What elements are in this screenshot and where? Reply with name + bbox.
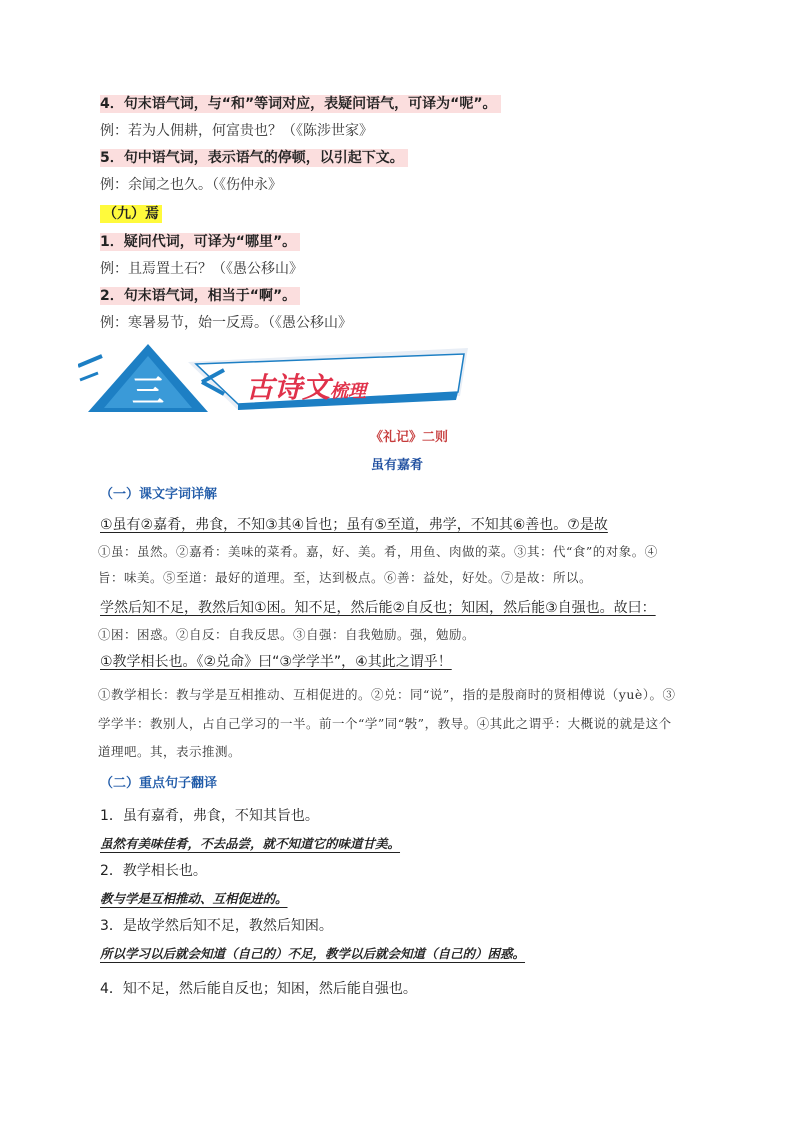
banner-number: 三 [132,372,165,410]
yan-example-1: 例：且焉置土石？（《愚公移山》 [100,261,303,277]
example-5: 例：余闻之也久。（《伤仲永》 [100,177,282,193]
translation-answer-2: 教与学是互相推动、互相促进的。 [100,891,288,906]
item-4-heading: 4．句末语气词，与“和”等词对应，表疑问语气，可译为“呢”。 [100,94,501,114]
item-5-heading: 5．句中语气词，表示语气的停顿，以引起下文。 [100,148,408,168]
note-1b: 旨：味美。⑤至道：最好的道理。至，达到极点。⑥善：益处，好处。⑦是故：所以。 [98,570,593,585]
banner-title: 古诗文 [246,371,331,404]
article-subtitle: 虽有嘉肴 [370,458,423,473]
note-1a: ①虽：虽然。②嘉肴：美味的菜肴。嘉，好、美。肴，用鱼、肉做的菜。③其：代“食”的对象。④ [98,544,658,559]
part1-heading: （一）课文字词详解 [100,487,218,502]
text-line-2: 学然后知不足，教然后知①困。知不足，然后能②自反也；知困，然后能③自强也。故曰： [100,600,656,616]
translation-answer-3: 所以学习以后就会知道（自己的）不足，教学以后就会知道（自己的）困惑。 [100,946,526,961]
part2-heading: （二）重点句子翻译 [100,776,218,791]
note-3a: ①教学相长：教与学是互相推动、互相促进的。②兑：同“说”，指的是殷商时的贤相傅说（yuè）。③ [98,687,676,702]
text-line-1: ①虽有②嘉肴，弗食，不知③其④旨也；虽有⑤至道，弗学，不知其⑥善也。⑦是故 [100,517,608,533]
section-9-label: （九）焉 [100,204,162,224]
banner-title-small: 梳理 [330,381,367,402]
translation-question-1: 1．虽有嘉肴，弗食，不知其旨也。 [100,808,319,824]
yan-example-2: 例：寒暑易节，始一反焉。（《愚公移山》 [100,315,352,331]
note-3b: 学学半：教别人，占自己学习的一半。前一个“学”同“斅”，教导。④其此之谓乎：大概说的就是这个 [98,716,672,731]
translation-answer-1: 虽然有美味佳肴，不去品尝，就不知道它的味道甘美。 [100,836,401,851]
text-line-3: ①教学相长也。《②兑命》曰“③学学半”，④其此之谓乎！ [100,654,452,670]
translation-question-3: 3．是故学然后知不足，教然后知困。 [100,918,333,934]
yan-item-2: 2．句末语气词，相当于“啊”。 [100,286,300,306]
article-title: 《礼记》二则 [369,430,448,445]
note-3c: 道理吧。其，表示推测。 [98,744,242,759]
yan-item-1: 1．疑问代词，可译为“哪里”。 [100,232,300,252]
translation-question-2: 2．教学相长也。 [100,863,207,879]
section-banner [78,340,478,424]
translation-question-4: 4．知不足，然后能自反也；知困，然后能自强也。 [100,981,417,997]
note-2: ①困：困惑。②自反：自我反思。③自强：自我勉励。强，勉励。 [98,627,476,642]
example-4: 例：若为人佣耕，何富贵也？（《陈涉世家》 [100,123,373,139]
